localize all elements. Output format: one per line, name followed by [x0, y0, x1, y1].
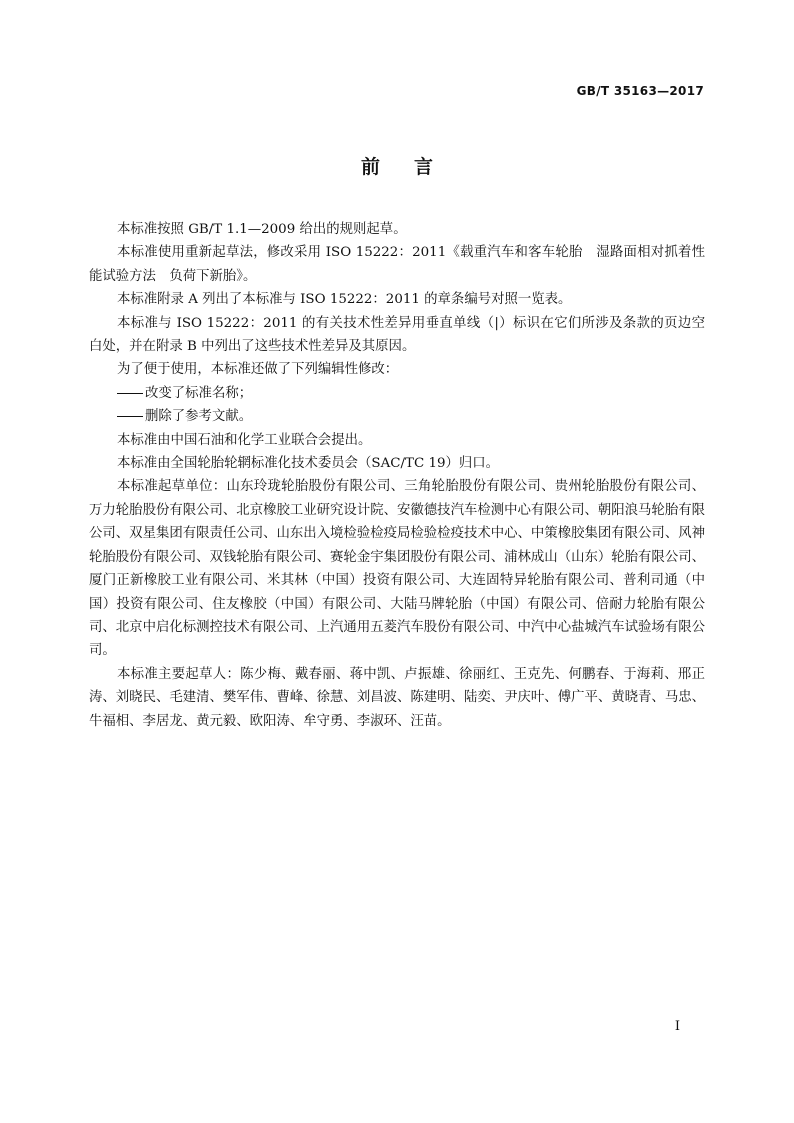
list-item: [89, 382, 705, 405]
dash-mark: [117, 393, 143, 394]
paragraph-proposer: 本标准由中国石油和化学工业联合会提出。: [117, 432, 372, 448]
paragraph-drafting-units: 本标准起草单位：山东玲珑轮胎股份有限公司、三角轮胎股份有限公司、贵州轮胎股份有限公司、万力轮胎股份有限公司、北京橡胶工业研究设计院、安徽德技汽车检测中心有限公司、朝阳浪马轮胎有限公司、双星集团有限责任公司、山东出入境检验检疫局检验检疫技术中心、中策橡胶集团有限公司、风神轮胎股份有限公司、双钱轮胎有限公司、赛轮金宇集团股份有限公司、浦林成山（山东）轮胎有限公司、厦门正新橡胶工业有限公司、米其林（中国）投资有限公司、大连固特异轮胎有限公司、普利司通（中国）投资有限公司、住友橡胶（中国）有限公司、大陆马牌轮胎（中国）有限公司、倍耐力轮胎有限公司、北京中启化标测控技术有限公司、上汽通用五菱汽车股份有限公司、中汽中心盐城汽车试验场有限公司。: [89, 479, 705, 659]
list-item-text: 改变了标准名称；: [145, 385, 253, 401]
paragraph-drafting-rules: 本标准按照 GB/T 1.1—2009 给出的规则起草。: [117, 222, 407, 237]
paragraph-committee: 本标准由全国轮胎轮辋标准化技术委员会（SAC/TC 19）归口。: [117, 456, 500, 472]
list-item: [89, 405, 705, 428]
paragraph-annex-a: 本标准附录 A 列出了本标准与 ISO 15222：2011 的章条编号对照一览表。: [117, 292, 572, 308]
page-title: 前言: [360, 156, 467, 178]
foreword-body: [89, 218, 705, 733]
standard-number: GB/T 35163—2017: [576, 84, 704, 98]
paragraph-technical-differences: 本标准与 ISO 15222：2011 的有关技术性差异用垂直单线（|）标识在它们所涉及条款的页边空白处，并在附录 B 中列出了这些技术性差异及其原因。: [89, 315, 705, 355]
paragraph-adoption: 本标准使用重新起草法，修改采用 ISO 15222：2011《载重汽车和客车轮胎 湿路面相对抓着性能试验方法 负荷下新胎》。: [89, 245, 705, 284]
list-item-text: 删除了参考文献。: [145, 409, 253, 425]
paragraph-drafters: 本标准主要起草人：陈少梅、戴春丽、蒋中凯、卢振雄、徐丽红、王克先、何鹏春、于海莉、邢正涛、刘晓民、毛建清、樊军伟、曹峰、徐慧、刘昌波、陈建明、陆奕、尹庆叶、傅广平、黄晓青、马忠、牛福相、李居龙、黄元毅、欧阳涛、牟守勇、李淑环、汪苗。: [89, 666, 705, 729]
paragraph-editorial-changes: 为了便于使用，本标准还做了下列编辑性修改：: [117, 362, 399, 378]
dash-mark: [117, 416, 143, 417]
page-number: I: [674, 1019, 680, 1034]
